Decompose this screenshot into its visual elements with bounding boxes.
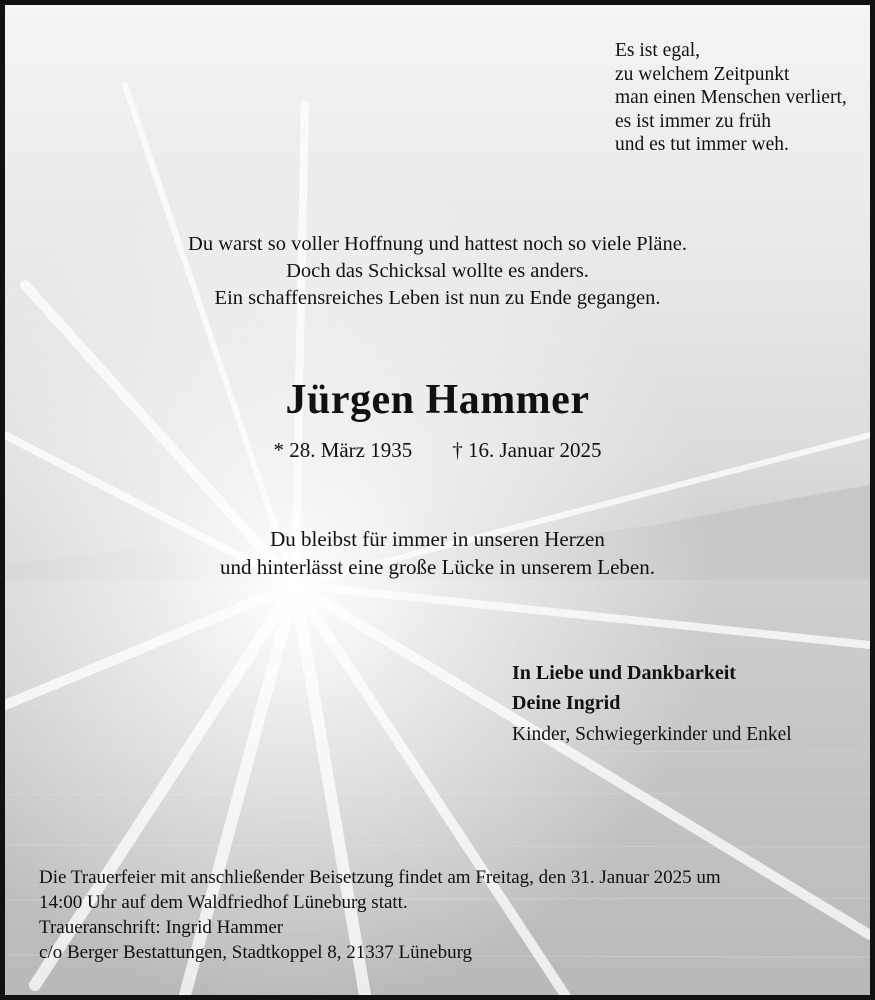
closing-text [5,525,870,581]
quote-line: man einen Menschen verliert, [615,87,847,108]
signature-greeting: In Liebe und Dankbarkeit [512,662,736,684]
deceased-name: Jürgen Hammer [285,377,590,423]
funeral-info [39,865,721,965]
intro-line: Du warst so voller Hoffnung und hattest noch so viele Pläne. [188,233,687,255]
birth-date: * 28. März 1935 [273,438,413,462]
death-date: † 16. Januar 2025 [452,438,602,462]
quote-line: es ist immer zu früh [615,110,771,132]
info-line: 14:00 Uhr auf dem Waldfriedhof Lüneburg statt. [39,892,408,913]
quote-line: zu welchem Zeitpunkt [615,63,790,85]
signature-family: Kinder, Schwiegerkinder und Enkel [512,724,792,745]
poem-quote [615,39,847,157]
info-line: Die Trauerfeier mit anschließender Beisetzung findet am Freitag, den 31. Januar 2025 um [39,867,721,888]
info-line: c/o Berger Bestattungen, Stadtkoppel 8, 21337 Lüneburg [39,942,473,963]
closing-line: Du bleibst für immer in unseren Herzen [270,527,605,551]
intro-text [5,231,870,312]
info-line: Traueranschrift: Ingrid Hammer [39,917,284,938]
quote-line: Es ist egal, [615,40,701,61]
closing-line: und hinterlässt eine große Lücke in unserem Leben. [219,555,656,579]
intro-line: Ein schaffensreiches Leben ist nun zu Ende gegangen. [214,287,661,309]
life-dates [5,437,870,463]
signature-spouse: Deine Ingrid [512,692,621,714]
intro-line: Doch das Schicksal wollte es anders. [286,260,589,282]
quote-line: und es tut immer weh. [615,134,789,155]
